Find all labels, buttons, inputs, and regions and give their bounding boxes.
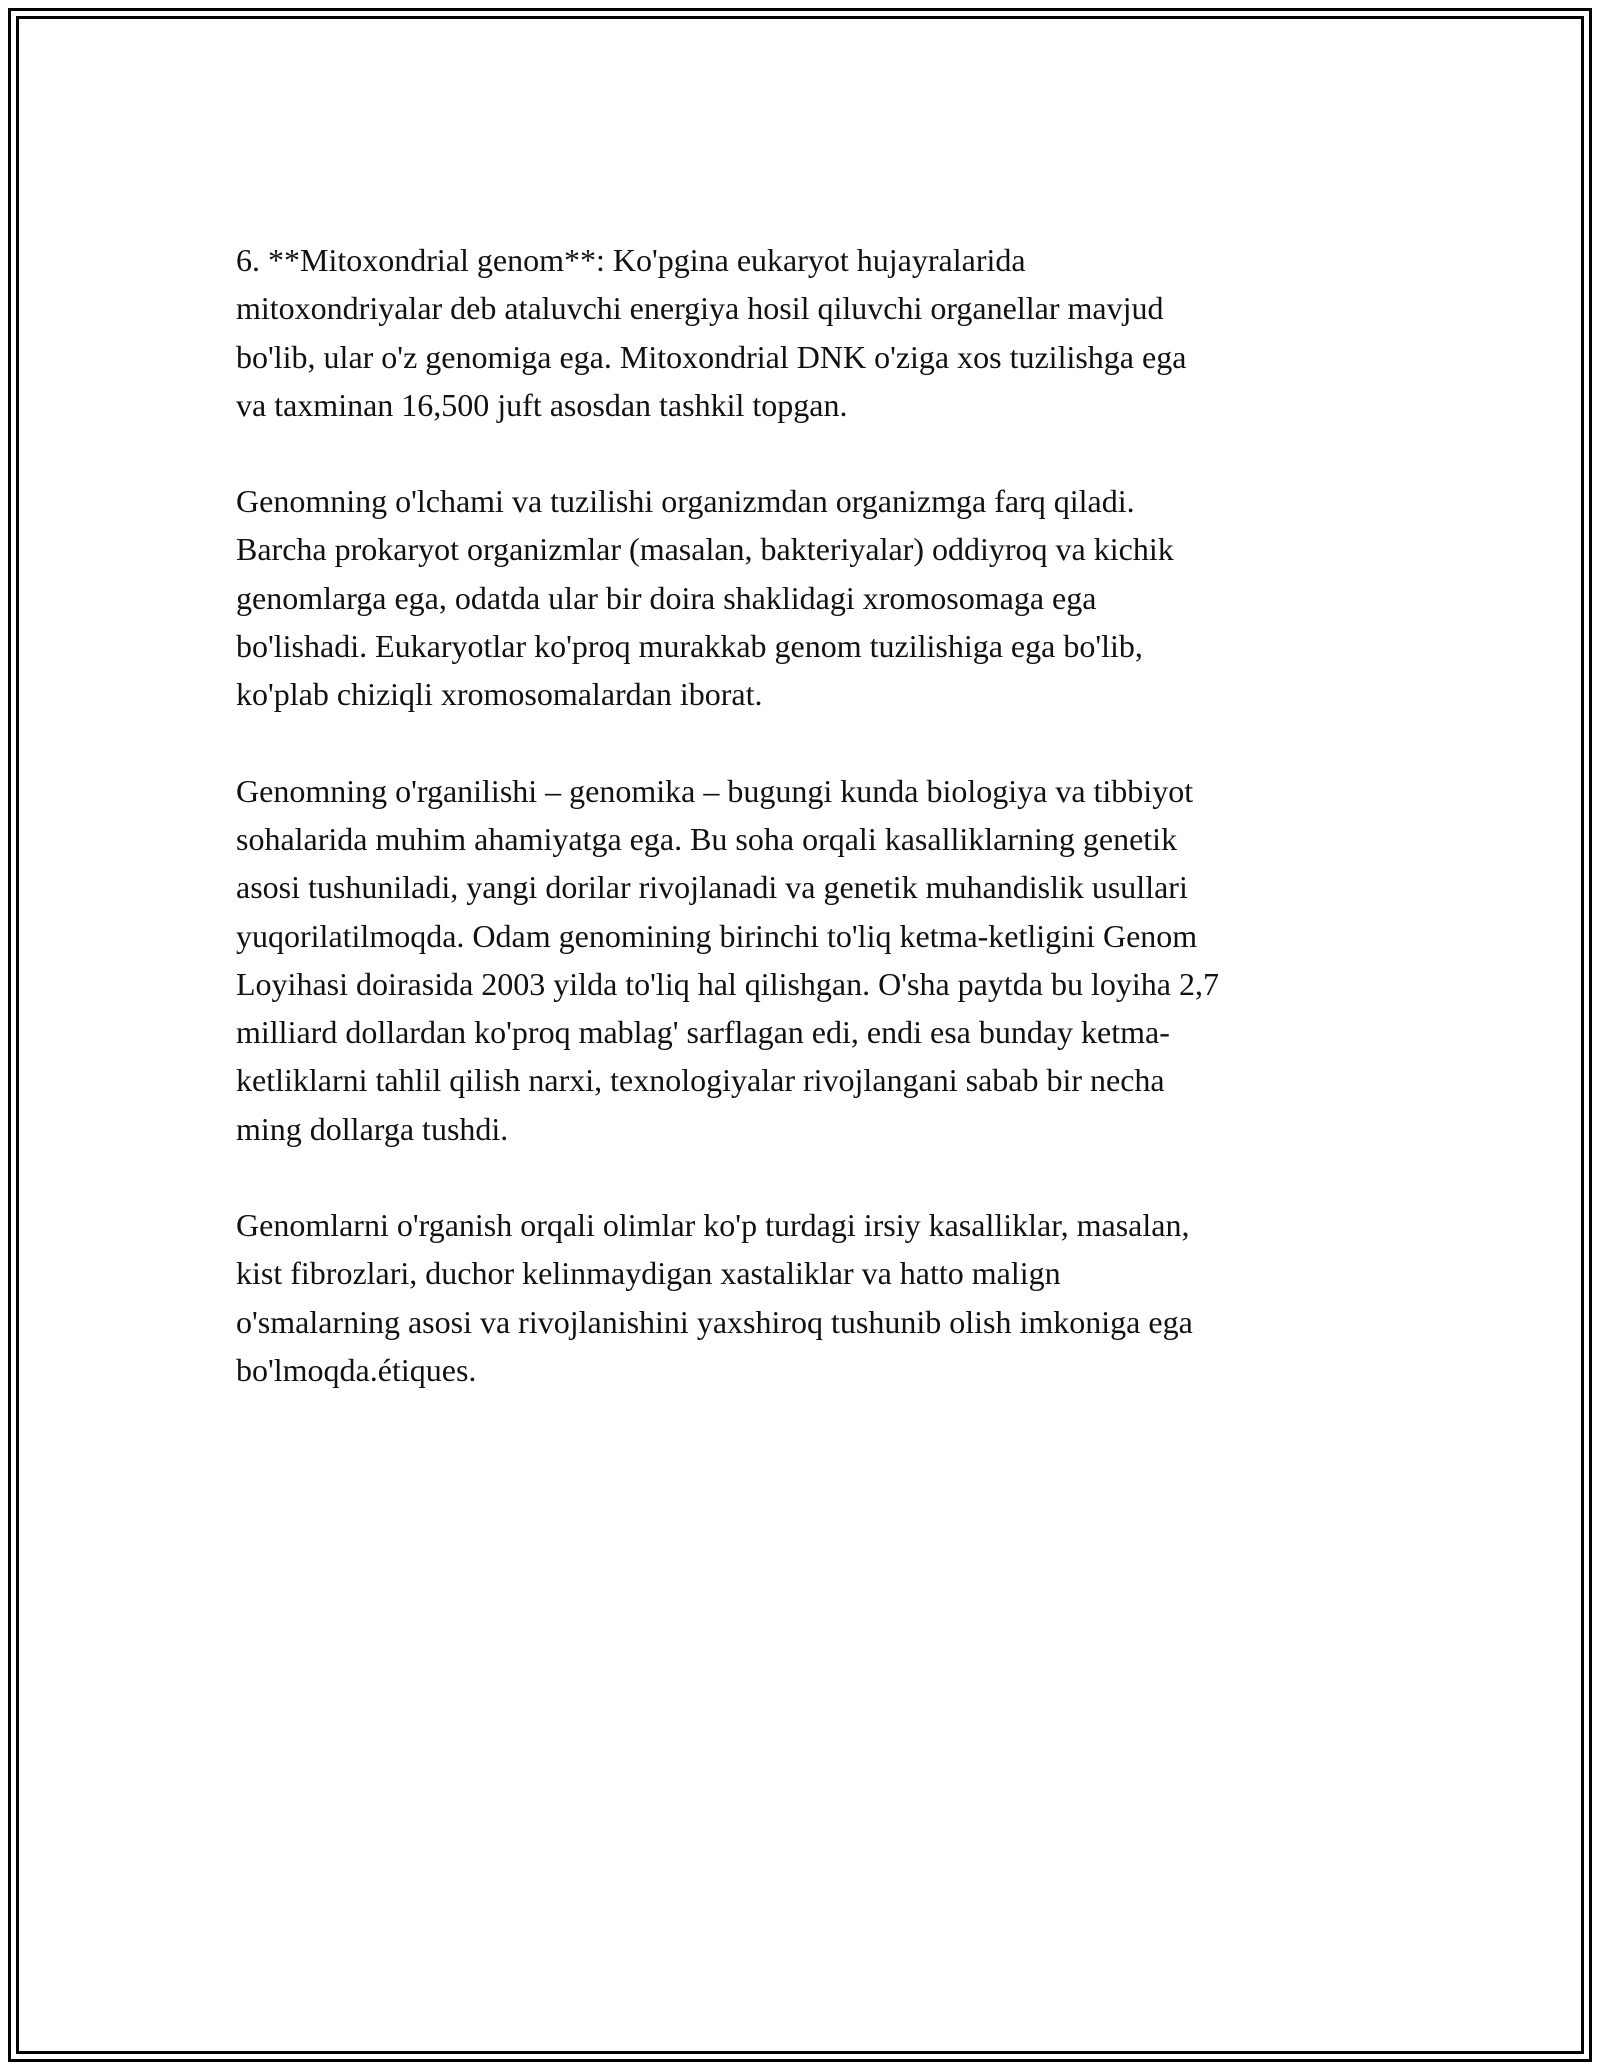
text-line: Barcha prokaryot organizmlar (masalan, bakteriyalar) oddiyroq va kichik — [236, 531, 1174, 568]
text-line: yuqorilatilmoqda. Odam genomining birinchi to'liq ketma-ketligini Genom — [236, 917, 1198, 954]
text-line: asosi tushuniladi, yangi dorilar rivojlanadi va genetik muhandislik usullari — [236, 869, 1188, 906]
document-body — [236, 236, 1376, 1442]
paragraph-genomics — [236, 767, 1376, 1153]
paragraph-hereditary-diseases — [236, 1201, 1376, 1394]
text-line: ketliklarni tahlil qilish narxi, texnologiyalar rivojlangani sabab bir necha — [236, 1062, 1165, 1099]
text-line: kist fibrozlari, duchor kelinmaydigan xastaliklar va hatto malign — [236, 1255, 1061, 1292]
text-line: bo'lib, ular o'z genomiga ega. Mitoxondrial DNK o'ziga xos tuzilishga ega — [236, 338, 1187, 375]
paragraph-mitochondrial-genome — [236, 236, 1376, 429]
text-line: bo'lmoqda.étiques. — [236, 1351, 477, 1388]
text-line: Genomning o'lchami va tuzilishi organizmdan organizmga farq qiladi. — [236, 483, 1135, 520]
text-line: Genomlarni o'rganish orqali olimlar ko'p turdagi irsiy kasalliklar, masalan, — [236, 1207, 1190, 1244]
text-line: ming dollarga tushdi. — [236, 1110, 509, 1147]
text-line: bo'lishadi. Eukaryotlar ko'proq murakkab genom tuzilishiga ega bo'lib, — [236, 628, 1143, 665]
text-line: Loyihasi doirasida 2003 yilda to'liq hal qilishgan. O'sha paytda bu loyiha 2,7 — [236, 965, 1219, 1002]
text-line: ko'plab chiziqli xromosomalardan iborat. — [236, 676, 763, 713]
text-line: genomlarga ega, odatda ular bir doira shaklidagi xromosomaga ega — [236, 579, 1097, 616]
text-line: mitoxondriyalar deb ataluvchi energiya hosil qiluvchi organellar mavjud — [236, 290, 1164, 327]
text-line: Genomning o'rganilishi – genomika – bugungi kunda biologiya va tibbiyot — [236, 772, 1194, 809]
text-line: milliard dollardan ko'proq mablag' sarflagan edi, endi esa bunday ketma- — [236, 1014, 1170, 1051]
paragraph-genome-size — [236, 477, 1376, 718]
text-line: o'smalarning asosi va rivojlanishini yaxshiroq tushunib olish imkoniga ega — [236, 1303, 1193, 1340]
text-line: sohalarida muhim ahamiyatga ega. Bu soha orqali kasalliklarning genetik — [236, 820, 1178, 857]
text-line: 6. **Mitoxondrial genom**: Ko'pgina eukaryot hujayralarida — [236, 242, 1026, 278]
text-line: va taxminan 16,500 juft asosdan tashkil topgan. — [236, 386, 848, 423]
